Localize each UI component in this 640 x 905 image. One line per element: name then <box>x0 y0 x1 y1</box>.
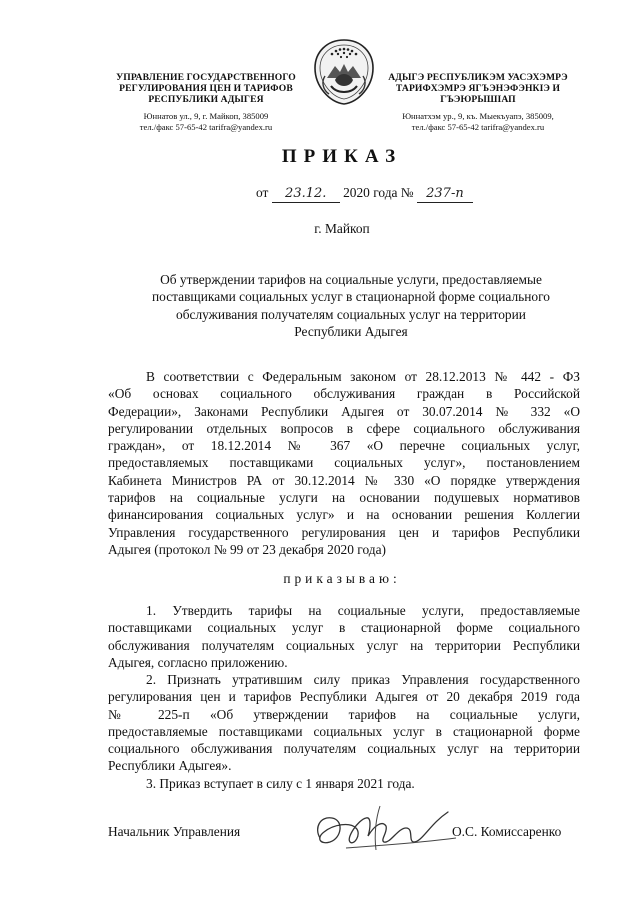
date-prefix: от <box>256 185 269 200</box>
item-line: обслуживания получателям социальных услуг на территории Республики <box>108 637 580 653</box>
item-line: 2. Признать утратившим силу приказ Управления государственного <box>146 672 580 687</box>
org-contact: тел./факс 57-65-42 tarifra@yandex.ru <box>139 122 273 132</box>
item-line: № 225-п «Об утверждении тарифов на социальные услуги, <box>108 706 580 722</box>
subject-line: поставщиками социальных услуг в стационарной форме социального <box>152 289 550 305</box>
preamble-line: В соответствии с Федеральным законом от 28.12.2013 № 442 - ФЗ <box>146 369 580 384</box>
subject-line: обслуживания получателям социальных услуг на территории <box>176 306 526 322</box>
item-line: социального обслуживания получателям социальных услуг на территории <box>108 741 580 757</box>
header-left-org <box>106 72 306 133</box>
document-title: ПРИКАЗ <box>281 146 403 167</box>
item-line: Адыгея, согласно приложению. <box>108 654 288 670</box>
preamble-line: граждан», от 18.12.2014 № 367 «О перечне социальных услуг, <box>108 438 580 454</box>
order-item-3 <box>146 775 586 792</box>
signatory-position: Начальник Управления <box>108 824 241 839</box>
item-line: Республики Адыгея». <box>108 758 232 774</box>
signatory-name: О.С. Комиссаренко <box>452 824 562 839</box>
preamble-line: «Об основах социального обслуживания граждан в Российской <box>108 386 580 402</box>
org-line: УПРАВЛЕНИЕ ГОСУДАРСТВЕННОГО <box>116 72 296 83</box>
order-item-2 <box>108 671 580 775</box>
item-line: предоставляемые поставщиками социальных услуг в стационарной форме <box>108 723 580 739</box>
date-day-month: 23.12. <box>272 184 340 203</box>
preamble-line: предоставляемых поставщиками социальных услуг», постановлением <box>108 455 580 471</box>
preamble <box>108 368 580 558</box>
item-line: поставщиками социальных услуг в стационарной форме социального <box>108 620 580 636</box>
item-line: регулирования цен и тарифов Республики Адыгея от 20 декабря 2019 года <box>108 689 580 705</box>
preamble-line: Управления государственного регулирования цен и тарифов Республики <box>108 524 580 540</box>
org-line: АДЫГЭ РЕСПУБЛИКЭМ УАСЭХЭМРЭ <box>388 72 568 83</box>
preamble-line: Адыгея (протокол № 99 от 23 декабря 2020 года) <box>108 541 386 557</box>
subject-line: Об утверждении тарифов на социальные услуги, предоставляемые <box>160 272 542 287</box>
order-number: 237-п <box>417 184 473 203</box>
org-address: Юннатхэм ур., 9, къ. Мыекъуапэ, 385009, <box>402 111 554 121</box>
org-line: РЕГУЛИРОВАНИЯ ЦЕН И ТАРИФОВ <box>119 83 293 94</box>
handwritten-signature <box>310 798 460 866</box>
order-item-1 <box>108 602 580 671</box>
order-word: приказываю: <box>283 571 401 586</box>
preamble-line: регулировании отдельных вопросов в сфере социального обслуживания <box>108 420 580 436</box>
header-right-org <box>378 72 578 133</box>
org-address: Юннатов ул., 9, г. Майкоп, 385009 <box>143 111 269 121</box>
date-year-label: 2020 года № <box>343 185 414 200</box>
preamble-line: Федерации», Законами Республики Адыгея от 30.07.2014 № 332 «О <box>108 403 580 419</box>
item-line: 1. Утвердить тарифы на социальные услуги, предоставляемые <box>146 603 580 618</box>
date-line <box>256 184 496 203</box>
preamble-line: финансирования социальных услуг» и на основании решения Коллегии <box>108 507 580 523</box>
preamble-line: тарифов на социальные услуги на основании подушевых нормативов <box>108 490 580 506</box>
org-line: РЕСПУБЛИКИ АДЫГЕЯ <box>148 94 264 105</box>
city: г. Майкоп <box>314 221 370 236</box>
subject-line: Республики Адыгея <box>294 323 408 339</box>
org-line: ГЪЭЮРЫШІАП <box>440 94 516 105</box>
org-line: ТАРИФХЭМРЭ ЯГЪЭНЭФЭНКІЭ И <box>395 83 561 94</box>
preamble-line: Кабинета Министров РА от 30.12.2014 № 330 «О порядке утверждения <box>108 472 580 488</box>
coat-of-arms-emblem <box>309 36 379 108</box>
org-contact: тел./факс 57-65-42 tarifra@yandex.ru <box>411 122 545 132</box>
item-line: 3. Приказ вступает в силу с 1 января 2021 года. <box>146 776 415 791</box>
order-subject <box>108 271 594 340</box>
